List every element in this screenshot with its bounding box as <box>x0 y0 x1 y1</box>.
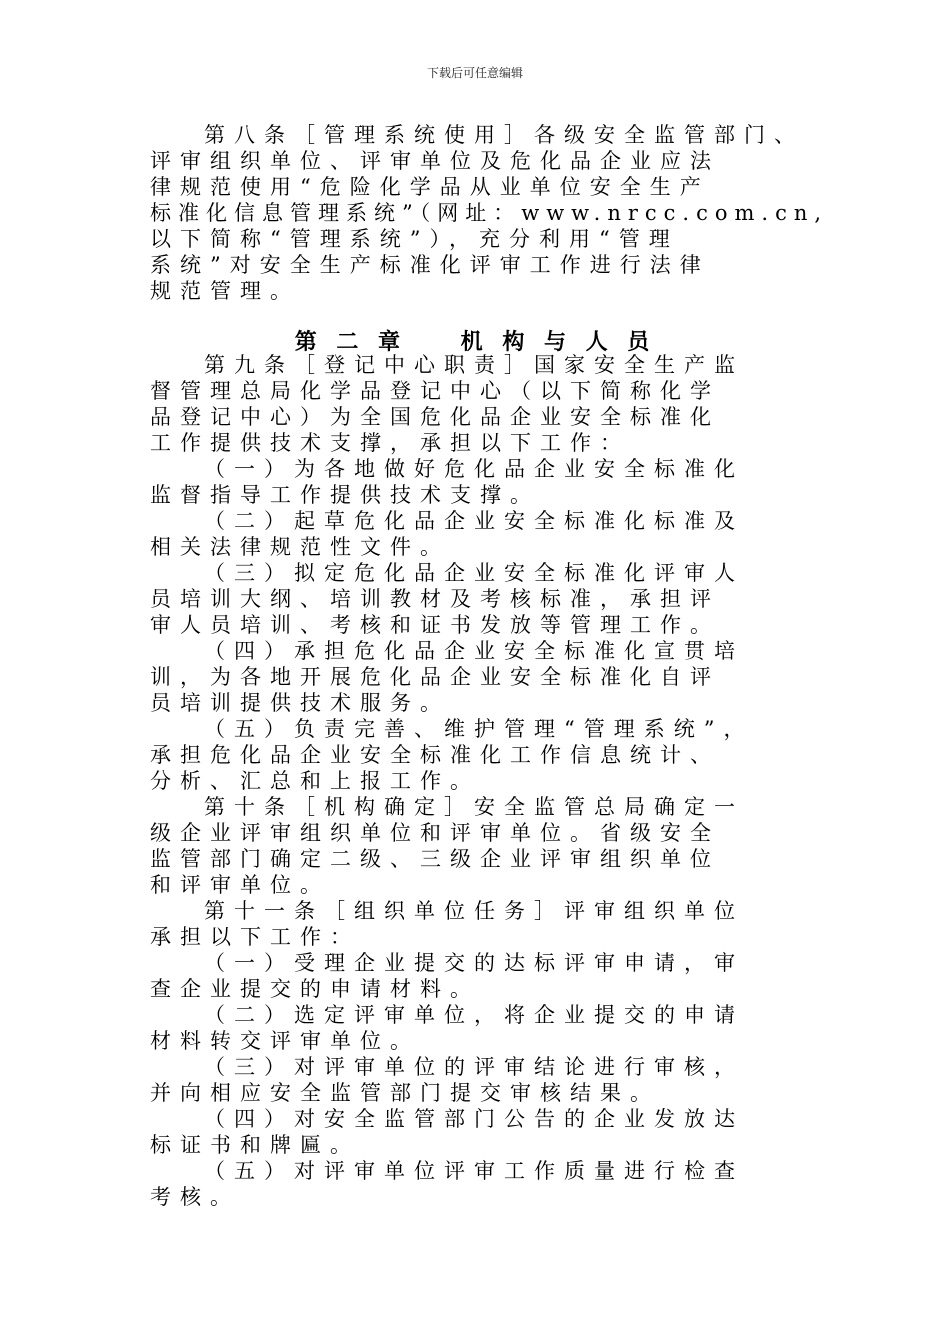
article-9-item-line: 承担危化品企业安全标准化工作信息统计、 <box>150 743 720 767</box>
article-9-line: 工作提供技术支撑，承担以下工作： <box>150 431 630 455</box>
article-9-line: 品登记中心）为全国危化品企业安全标准化 <box>150 405 720 429</box>
article-8-line: 规范管理。 <box>150 279 300 303</box>
article-11-item-line: （三）对评审单位的评审结论进行审核， <box>204 1055 744 1079</box>
article-11-item-line: （四）对安全监管部门公告的企业发放达 <box>204 1107 744 1131</box>
article-11-item-line: 查企业提交的申请材料。 <box>150 977 480 1001</box>
article-11-item-line: （五）对评审单位评审工作质量进行检查 <box>204 1159 744 1183</box>
article-9-item-line: （一）为各地做好危化品企业安全标准化 <box>204 457 744 481</box>
article-10-line: 和评审单位。 <box>150 873 330 897</box>
article-8-line: 标准化信息管理系统”（网址：www.nrcc.com.cn, <box>150 201 829 225</box>
article-8-line: 以下简称“管理系统”），充分利用“管理 <box>150 227 679 251</box>
article-11-item-line: 并向相应安全监管部门提交审核结果。 <box>150 1081 660 1105</box>
article-11-item-line: （一）受理企业提交的达标评审申请，审 <box>204 951 744 975</box>
article-8-line: 第八条［管理系统使用］各级安全监管部门、 <box>204 123 804 147</box>
article-10-line: 级企业评审组织单位和评审单位。省级安全 <box>150 821 720 845</box>
article-10-line: 监管部门确定二级、三级企业评审组织单位 <box>150 847 720 871</box>
article-11-line: 承担以下工作： <box>150 925 360 949</box>
article-8-line: 评审组织单位、评审单位及危化品企业应法 <box>150 149 720 173</box>
chapter-title: 第 二 章 机 构 与 人 员 <box>294 329 656 355</box>
article-9-item-line: 员培训提供技术服务。 <box>150 691 450 715</box>
article-9-item-line: 员培训大纲、培训教材及考核标准，承担评 <box>150 587 720 611</box>
page-header: 下载后可任意编辑 <box>426 66 523 80</box>
article-9-item-line: 分析、汇总和上报工作。 <box>150 769 480 793</box>
article-9-item-line: 相关法律规范性文件。 <box>150 535 450 559</box>
article-11-line: 第十一条［组织单位任务］评审组织单位 <box>204 899 744 923</box>
article-11-item-line: 标证书和牌匾。 <box>150 1133 360 1157</box>
article-11-item-line: 材料转交评审单位。 <box>150 1029 420 1053</box>
article-9-item-line: （四）承担危化品企业安全标准化宣贯培 <box>204 639 744 663</box>
article-8-line: 系统”对安全生产标准化评审工作进行法律 <box>150 253 710 277</box>
article-9-line: 第九条［登记中心职责］国家安全生产监 <box>204 353 744 377</box>
article-9-item-line: （五）负责完善、维护管理“管理系统”， <box>204 717 754 741</box>
article-9-item-line: 监督指导工作提供技术支撑。 <box>150 483 540 507</box>
article-9-item-line: （三）拟定危化品企业安全标准化评审人 <box>204 561 744 585</box>
article-9-line: 督管理总局化学品登记中心（以下简称化学 <box>150 379 720 403</box>
article-10-line: 第十条［机构确定］安全监管总局确定一 <box>204 795 744 819</box>
article-11-item-line: （二）选定评审单位，将企业提交的申请 <box>204 1003 744 1027</box>
article-9-item-line: （二）起草危化品企业安全标准化标准及 <box>204 509 744 533</box>
article-8-line: 律规范使用“危险化学品从业单位安全生产 <box>150 175 710 199</box>
article-9-item-line: 训，为各地开展危化品企业安全标准化自评 <box>150 665 720 689</box>
article-9-item-line: 审人员培训、考核和证书发放等管理工作。 <box>150 613 720 637</box>
article-11-item-line: 考核。 <box>150 1185 240 1209</box>
